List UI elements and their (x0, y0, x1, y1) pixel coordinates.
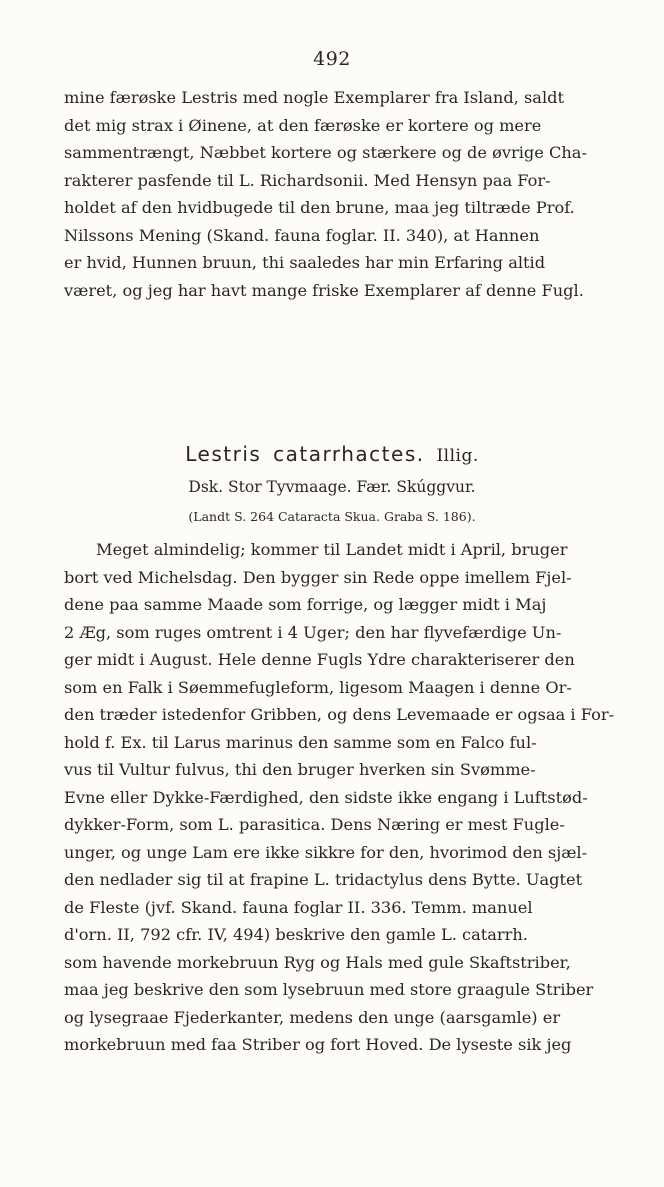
text-line: dykker-Form, som L. parasitica. Dens Næring er mest Fugle- (64, 815, 565, 834)
text-line: morkebruun med faa Striber og fort Hoved. De lyseste sik jeg (64, 1035, 572, 1054)
text-line: de Fleste (jvf. Skand. fauna foglar II. 336. Temm. manuel (64, 897, 533, 917)
species-name: Lestris catarrhactes. (185, 442, 425, 466)
text-line: været, og jeg har havt mange friske Exemplarer af denne Fugl. (64, 280, 584, 300)
text-line: den træder istedenfor Gribben, og dens Levemaade er ogsaa i For- (64, 705, 615, 724)
text-line: Evne eller Dykke-Færdighed, den sidste ikke engang i Luftstød- (64, 787, 588, 807)
text-line: dene paa samme Maade som forrige, og lægger midt i Maj (64, 595, 547, 614)
text-line: vus til Vultur fulvus, thi den bruger hverken sin Svømme- (64, 760, 536, 779)
text-line: mine færøske Lestris med nogle Exemplarer fra Island, saldt (64, 88, 564, 107)
common-names: Dsk. Stor Tyvmaage. Fær. Skúggvur. (188, 478, 476, 496)
text-line: bort ved Michelsdag. Den bygger sin Rede oppe imellem Fjel- (64, 567, 572, 587)
text-line: d'orn. II, 792 cfr. IV, 494) beskrive den gamle L. catarrh. (64, 925, 528, 944)
text-line: den nedlader sig til at frapine L. tridactylus dens Bytte. Uagtet (64, 870, 583, 889)
text-line: rakterer pasfende til L. Richardsonii. Med Hensyn paa For- (64, 170, 551, 190)
text-line: Nilssons Mening (Skand. fauna foglar. II. 340), at Hannen (64, 225, 540, 245)
paragraph-1 (64, 84, 620, 304)
text-line: hold f. Ex. til Larus marinus den samme som en Falco ful- (64, 732, 537, 752)
species-heading (0, 442, 664, 466)
text-line: holdet af den hvidbugede til den brune, maa jeg tiltræde Prof. (64, 198, 575, 217)
text-line: og lysegraae Fjederkanter, medens den unge (aarsgamle) er (64, 1007, 561, 1027)
text-line: er hvid, Hunnen bruun, thi saaledes har min Erfaring altid (64, 253, 546, 272)
text-line: som en Falk i Søemmefugleform, ligesom Maagen i denne Or- (64, 677, 572, 697)
text-line: sammentrængt, Næbbet kortere og stærkere og de øvrige Cha- (64, 143, 587, 162)
species-author: Illig. (436, 446, 479, 466)
text-line: 2 Æg, som ruges omtrent i 4 Uger; den har flyvefærdige Un- (64, 622, 562, 642)
text-line: Meget almindelig; kommer til Landet midt i April, bruger (96, 540, 568, 559)
text-line: unger, og unge Lam ere ikke sikkre for den, hvorimod den sjæl- (64, 842, 588, 862)
text-line: det mig strax i Øinene, at den færøske er kortere og mere (64, 115, 542, 135)
references: (Landt S. 264 Cataracta Skua. Graba S. 186). (188, 509, 476, 524)
text-line: ger midt i August. Hele denne Fugls Ydre charakteriserer den (64, 650, 575, 669)
text-line: maa jeg beskrive den som lysebruun med store graagule Striber (64, 980, 594, 999)
text-line: som havende morkebruun Ryg og Hals med gule Skaftstriber, (64, 952, 571, 972)
paragraph-2 (64, 536, 620, 1059)
page-number: 492 (313, 48, 351, 70)
